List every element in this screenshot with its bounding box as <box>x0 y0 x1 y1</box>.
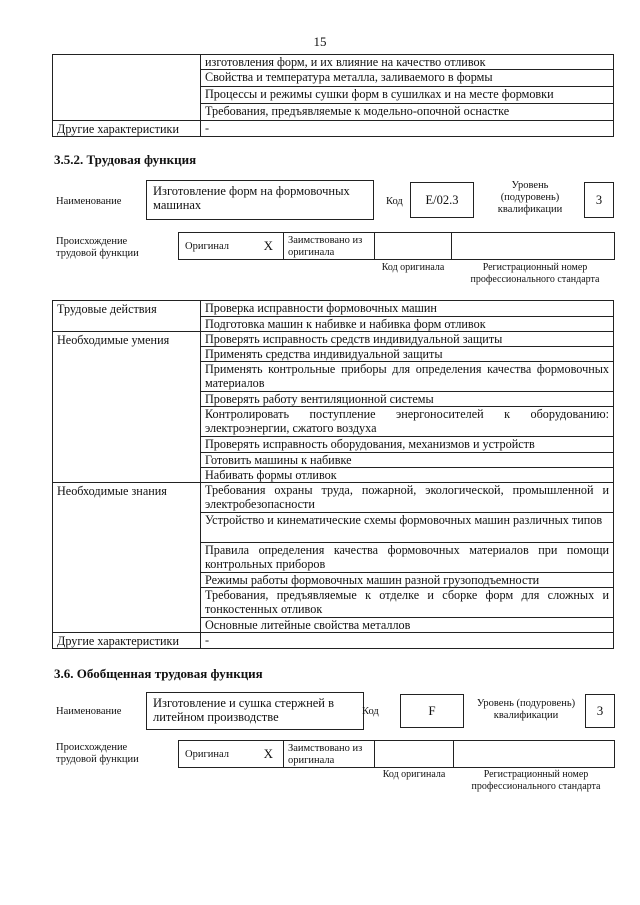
knowledge-label: Необходимые знания <box>53 483 201 633</box>
code-label: Код <box>386 196 403 207</box>
table-row: Правила определения качества формовочных материалов при помощи контрольных приборов <box>201 543 614 573</box>
level-box: 3 <box>584 182 614 218</box>
level-label: Уровень (подуровень) квалификации <box>476 698 576 721</box>
table-row: Применять контрольные приборы для определения качества формовочных материалов <box>201 362 614 392</box>
empty-label-cell <box>53 55 201 121</box>
table-row: Контролировать поступление энергоносителей к оборудованию: электроэнергии, сжатого воздуха <box>201 407 614 437</box>
other-characteristics-label: Другие характеристики <box>53 121 201 137</box>
function-name-box: Изготовление форм на формовочных машинах <box>146 180 374 220</box>
table-row: Применять средства индивидуальной защиты <box>201 347 614 362</box>
section-heading: 3.6. Обобщенная трудовая функция <box>54 666 263 681</box>
table-row: Проверять работу вентиляционной системы <box>201 392 614 407</box>
table-row: Требования, предъявляемые к отделке и сборке форм для сложных и тонкостенных отливок <box>201 588 614 618</box>
reg-number-caption: Регистрационный номер профессионального стандарта <box>471 769 601 792</box>
code-original-caption: Код оригинала <box>382 769 446 780</box>
other-characteristics-label: Другие характеристики <box>53 633 201 649</box>
code-original-caption: Код оригинала <box>381 262 445 273</box>
table-row: Режимы работы формовочных машин разной грузоподъемности <box>201 573 614 588</box>
origin-label: Происхождение трудовой функции <box>56 236 139 259</box>
table-row: Требования, предъявляемые к модельно-опочной оснастке <box>201 104 614 121</box>
other-characteristics-value: - <box>201 633 614 649</box>
original-mark: X <box>263 746 273 761</box>
original-mark: X <box>263 238 273 253</box>
table-row: Проверять исправность средств индивидуальной защиты <box>201 332 614 347</box>
original-cell <box>178 740 284 768</box>
table-row: Подготовка машин к набивке и набивка форм отливок <box>201 317 614 332</box>
level-box: 3 <box>585 694 615 728</box>
borrowed-cell: Заимствовано из оригинала <box>283 232 375 260</box>
origin-label: Происхождение трудовой функции <box>56 742 139 765</box>
section-heading: 3.5.2. Трудовая функция <box>54 152 197 167</box>
original-label: Оригинал <box>185 241 229 252</box>
other-characteristics-value: - <box>201 121 614 137</box>
code-original-cell <box>374 740 454 768</box>
table-row: Основные литейные свойства металлов <box>201 618 614 633</box>
table-row: Свойства и температура металла, заливаемого в формы <box>201 70 614 87</box>
top-table <box>52 54 614 137</box>
reg-number-caption: Регистрационный номер профессионального стандарта <box>470 262 600 285</box>
level-label: Уровень (подуровень) квалификации <box>497 180 563 215</box>
table-row: Проверять исправность оборудования, механизмов и устройств <box>201 437 614 453</box>
borrowed-cell: Заимствовано из оригинала <box>283 740 375 768</box>
name-label: Наименование <box>56 706 122 717</box>
reg-number-cell <box>453 740 615 768</box>
table-row: Проверка исправности формовочных машин <box>201 301 614 317</box>
code-box: E/02.3 <box>410 182 474 218</box>
table-row: Готовить машины к набивке <box>201 453 614 468</box>
main-table <box>52 300 614 649</box>
table-row: Процессы и режимы сушки форм в сушилках и на месте формовки <box>201 87 614 104</box>
code-box: F <box>400 694 464 728</box>
name-label: Наименование <box>56 196 122 207</box>
table-row: Набивать формы отливок <box>201 468 614 483</box>
table-row: Требования охраны труда, пожарной, экологической, промышленной и электробезопасности <box>201 483 614 513</box>
code-original-cell <box>374 232 452 260</box>
skills-label: Необходимые умения <box>53 332 201 483</box>
original-cell <box>178 232 284 260</box>
table-row: Устройство и кинематические схемы формовочных машин различных типов <box>201 513 614 543</box>
reg-number-cell <box>451 232 615 260</box>
actions-label: Трудовые действия <box>53 301 201 332</box>
code-label: Код <box>362 706 379 717</box>
original-label: Оригинал <box>185 749 229 760</box>
function-name-box: Изготовление и сушка стержней в литейном производстве <box>146 692 364 730</box>
page-number: 15 <box>313 34 327 49</box>
table-row: изготовления форм, и их влияние на качество отливок <box>201 55 614 70</box>
